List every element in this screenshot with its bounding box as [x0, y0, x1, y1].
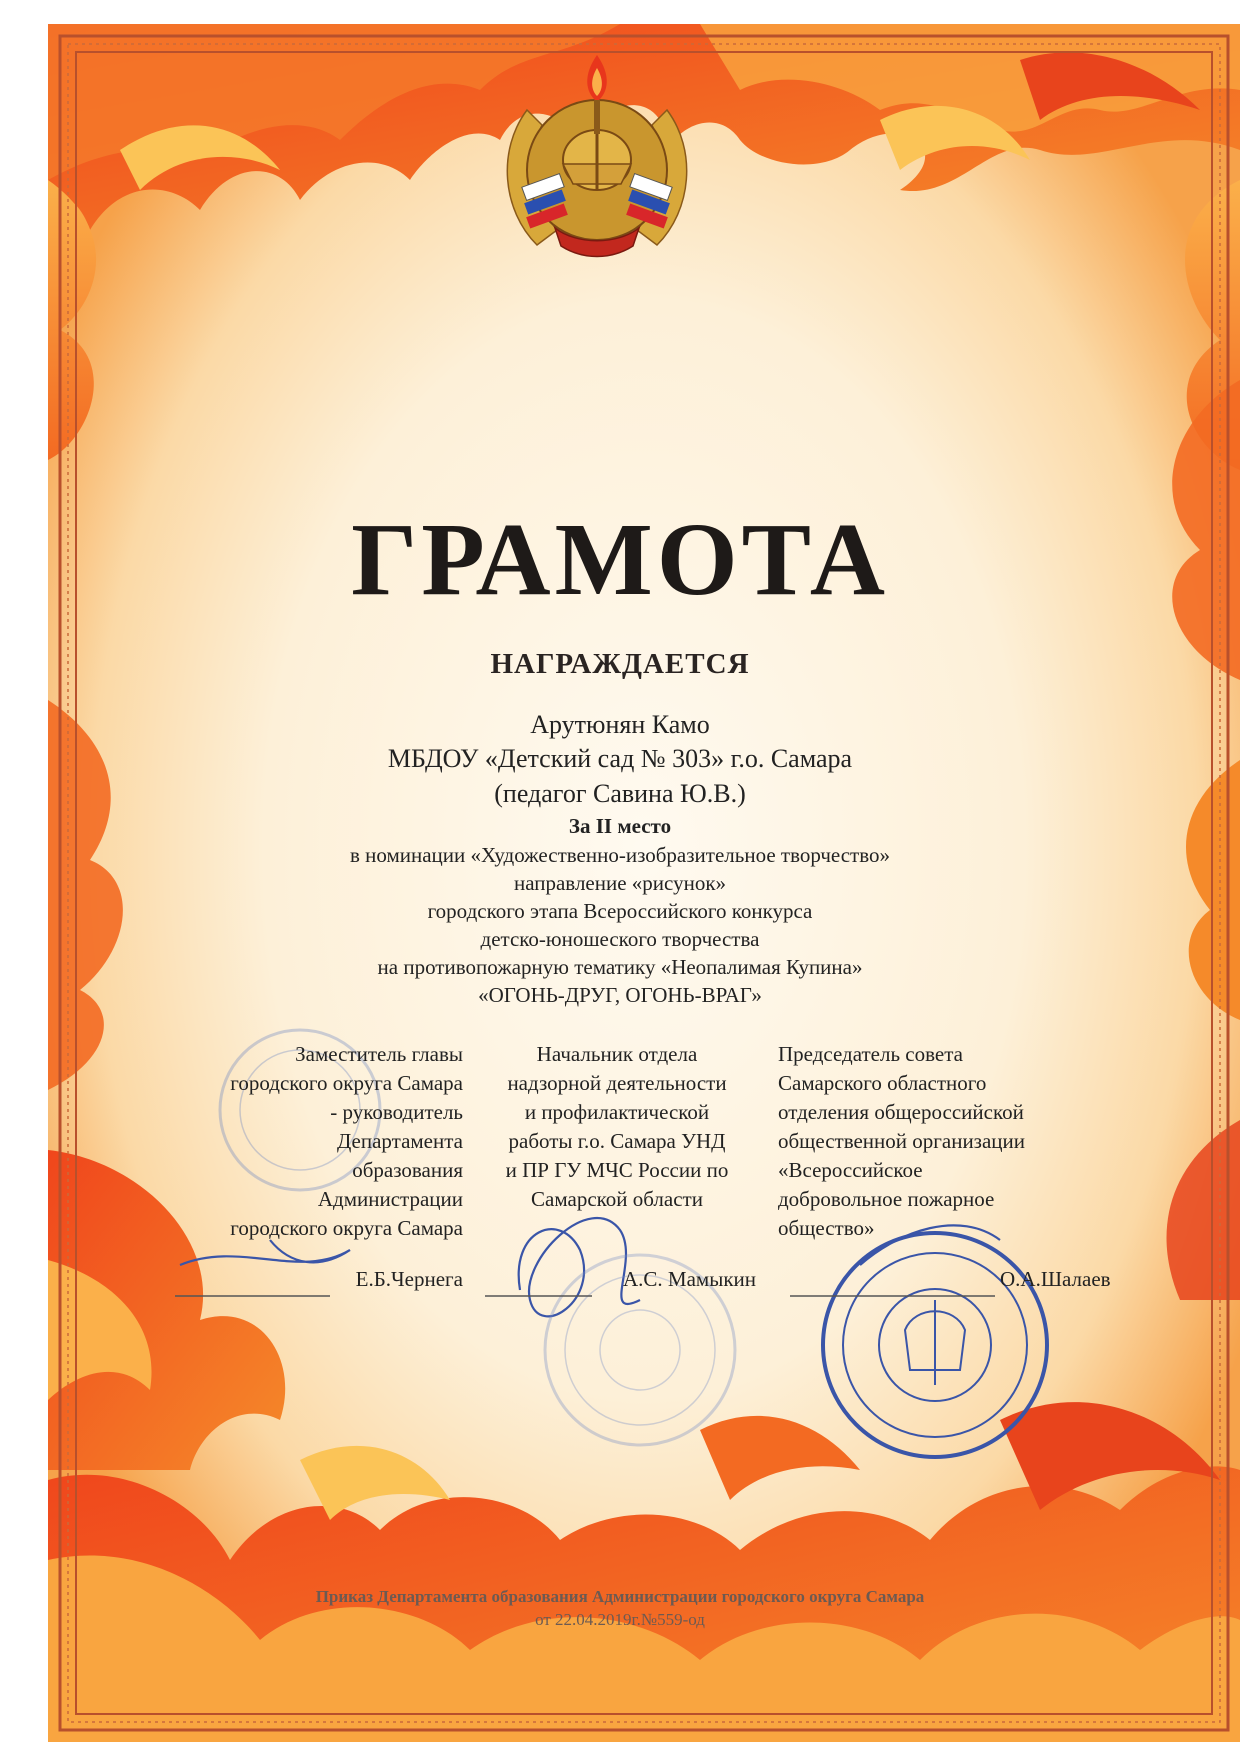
order-date: от 22.04.2019г.№559-од: [535, 1610, 705, 1629]
position-line: надзорной деятельности: [507, 1071, 727, 1095]
position-line: городского округа Самара: [230, 1071, 463, 1095]
position-line: городского округа Самара: [230, 1216, 463, 1240]
award-text-line: на противопожарную тематику «Неопалимая Купина»: [377, 955, 863, 979]
signatory-left-position: [165, 1040, 463, 1243]
certificate-title: ГРАМОТА: [351, 502, 889, 617]
position-line: Заместитель главы: [295, 1042, 463, 1066]
award-text-line: «ОГОНЬ-ДРУГ, ОГОНЬ-ВРАГ»: [478, 983, 762, 1007]
position-line: образования: [352, 1158, 463, 1182]
position-line: общество»: [778, 1216, 875, 1240]
signatory-right-position: [778, 1040, 1108, 1243]
position-line: Председатель совета: [778, 1042, 963, 1066]
position-line: добровольное пожарное: [778, 1187, 995, 1211]
signatory-left-name: Е.Б.Чернега: [355, 1267, 463, 1291]
position-line: общественной организации: [778, 1129, 1026, 1153]
award-place: За II место: [568, 814, 672, 838]
position-line: - руководитель: [330, 1100, 463, 1124]
recipient-institution: МБДОУ «Детский сад № 303» г.о. Самара: [387, 744, 853, 773]
recipient-teacher: (педагог Савина Ю.В.): [494, 779, 746, 808]
signatory-middle-position: [478, 1040, 756, 1214]
award-text-line: детско-юношеского творчества: [480, 927, 760, 951]
award-text-line: направление «рисунок»: [513, 871, 727, 895]
position-line: Департамента: [336, 1129, 463, 1153]
recipient-name: Арутюнян Камо: [530, 710, 710, 739]
order-reference: Приказ Департамента образования Администрации городского округа Самара: [315, 1587, 925, 1606]
position-line: отделения общероссийской: [778, 1100, 1024, 1124]
position-line: Самарского областного: [778, 1071, 987, 1095]
position-line: Начальник отдела: [536, 1042, 698, 1066]
position-line: работы г.о. Самара УНД: [508, 1129, 726, 1153]
position-line: и ПР ГУ МЧС России по: [505, 1158, 729, 1182]
position-line: Администрации: [317, 1187, 463, 1211]
signatory-middle-name: А.С. Мамыкин: [623, 1267, 756, 1291]
awarded-label: НАГРАЖДАЕТСЯ: [490, 648, 750, 680]
position-line: Самарской области: [531, 1187, 703, 1211]
position-line: «Всероссийское: [778, 1158, 923, 1182]
award-text-line: городского этапа Всероссийского конкурса: [427, 899, 813, 923]
position-line: и профилактической: [524, 1100, 710, 1124]
award-text-line: в номинации «Художественно-изобразительное творчество»: [349, 843, 891, 867]
signatory-right-name: О.А.Шалаев: [1000, 1267, 1111, 1291]
